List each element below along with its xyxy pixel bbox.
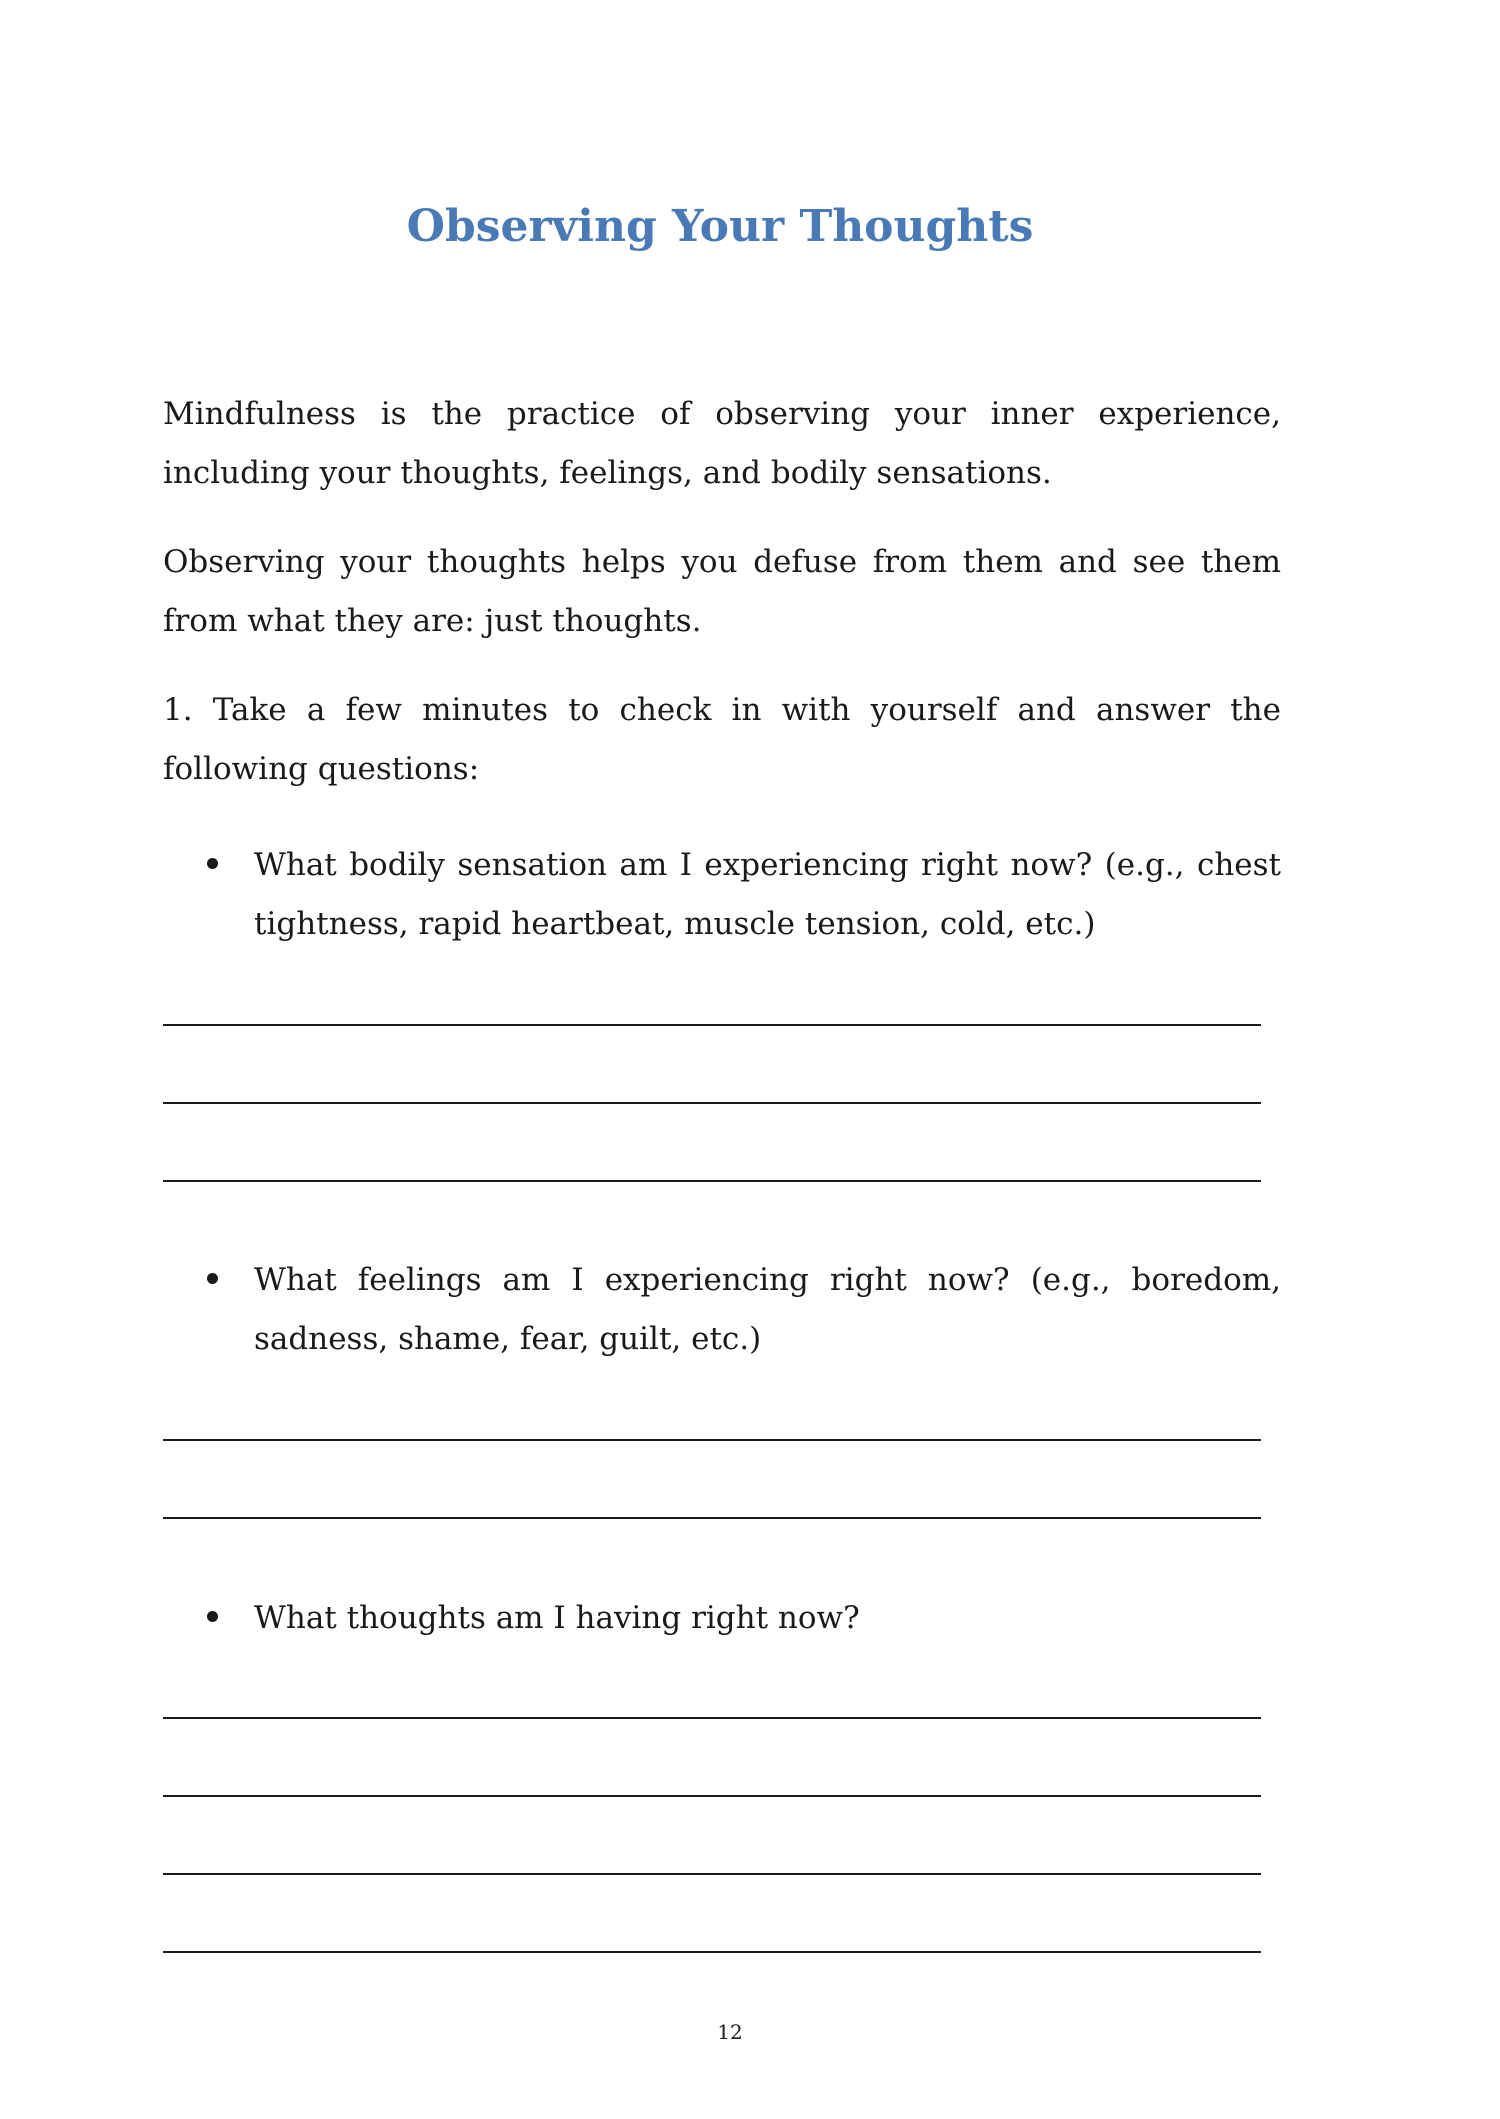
answer-line[interactable] [163, 1795, 1261, 1797]
answer-line[interactable] [163, 1180, 1261, 1182]
question-text: What bodily sensation am I experiencing right now? (e.g., chest tightness, rapid heartbeat, muscle tension, cold, etc.) [254, 847, 1281, 942]
defusion-paragraph: Observing your thoughts helps you defuse from them and see them from what they are: just thoughts. [163, 544, 1281, 639]
intro-paragraph: Mindfulness is the practice of observing your inner experience, including your thoughts, feelings, and bodily sensations. [163, 396, 1281, 491]
answer-line[interactable] [163, 1951, 1261, 1953]
answer-line[interactable] [163, 1873, 1261, 1875]
answer-line[interactable] [163, 1024, 1261, 1026]
answer-line[interactable] [163, 1517, 1261, 1519]
answer-line[interactable] [163, 1717, 1261, 1719]
answer-line[interactable] [163, 1102, 1261, 1104]
bullet-icon [207, 1611, 218, 1622]
question-text: What thoughts am I having right now? [254, 1600, 860, 1636]
bullet-icon [207, 1273, 218, 1284]
question-text: What feelings am I experiencing right now? (e.g., boredom, sadness, shame, fear, guilt, etc.) [254, 1262, 1281, 1357]
instruction-paragraph: 1. Take a few minutes to check in with yourself and answer the following questions: [163, 692, 1281, 787]
page-number: 12 [717, 2020, 743, 2044]
bullet-icon [207, 858, 218, 869]
answer-line[interactable] [163, 1439, 1261, 1441]
page-title: Observing Your Thoughts [406, 201, 1034, 252]
